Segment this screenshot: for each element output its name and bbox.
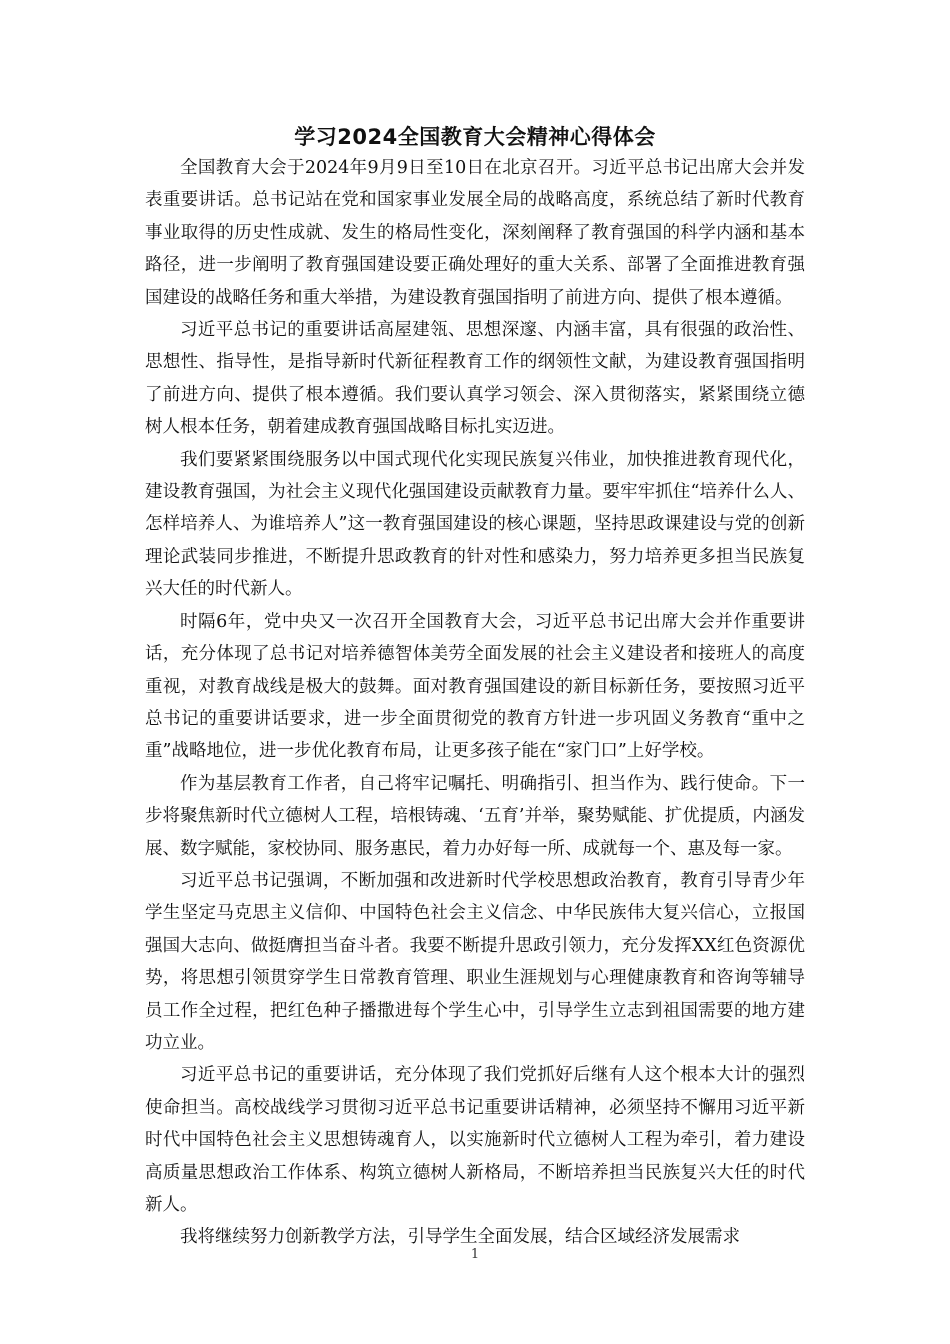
paragraph-1: 全国教育大会于2024年9月9日至10日在北京召开。习近平总书记出席大会并发表重要讲话。总书记站在党和国家事业发展全局的战略高度，系统总结了新时代教育事业取得的历史性成就、发生的格局性变化，深刻阐释了教育强国的科学内涵和基本路径，进一步阐明了教育强国建设要正确处理好的重大关系、部署了全面推进教育强国建设的战略任务和重大举措，为建设教育强国指明了前进方向、提供了根本遵循。 [145,158,805,308]
paragraph-5: 作为基层教育工作者，自己将牢记嘱托、明确指引、担当作为、践行使命。下一步将聚焦新时代立德树人工程，培根铸魂、‘五育’并举，聚势赋能、扩优提质，内涵发展、数字赋能，家校协同、服务惠民，着力办好每一所、成就每一个、惠及每一家。 [145,773,805,859]
paragraph-3: 我们要紧紧围绕服务以中国式现代化实现民族复兴伟业，加快推进教育现代化，建设教育强国，为社会主义现代化强国建设贡献教育力量。要牢牢抓住“培养什么人、怎样培养人、为谁培养人”这一教育强国建设的核心课题，坚持思政课建设与党的创新理论武装同步推进，不断提升思政教育的针对性和感染力，努力培养更多担当民族复兴大任的时代新人。 [145,449,805,600]
paragraph-8: 我将继续努力创新教学方法，引导学生全面发展，结合区域经济发展需求 [180,1227,740,1248]
paragraph-7: 习近平总书记的重要讲话，充分体现了我们党抓好后继有人这个根本大计的强烈使命担当。高校战线学习贯彻习近平总书记重要讲话精神，必须坚持不懈用习近平新时代中国特色社会主义思想铸魂育人，以实施新时代立德树人工程为牵引，着力建设高质量思想政治工作体系、构筑立德树人新格局，不断培养担当民族复兴大任的时代新人。 [145,1065,805,1215]
document-title: 学习2024全国教育大会精神心得体会 [294,125,656,149]
paragraph-4: 时隔6年，党中央又一次召开全国教育大会，习近平总书记出席大会并作重要讲话，充分体现了总书记对培养德智体美劳全面发展的社会主义建设者和接班人的高度重视，对教育战线是极大的鼓舞。面对教育强国建设的新目标新任务，要按照习近平总书记的重要讲话要求，进一步全面贯彻党的教育方针进一步巩固义务教育“重中之重”战略地位，进一步优化教育布局，让更多孩子能在“家门口”上好学校。 [145,611,805,762]
document-body [145,152,805,1254]
paragraph-6: 习近平总书记强调，不断加强和改进新时代学校思想政治教育，教育引导青少年学生坚定马克思主义信仰、中国特色社会主义信念、中华民族伟大复兴信心，立报国强国大志向、做挺膺担当奋斗者。我要不断提升思政引领力，充分发挥XX红色资源优势，将思想引领贯穿学生日常教育管理、职业生涯规划与心理健康教育和咨询等辅导员工作全过程，把红色种子播撒进每个学生心中，引导学生立志到祖国需要的地方建功立业。 [145,870,805,1053]
page-number: 1 [470,1247,480,1262]
paragraph-2: 习近平总书记的重要讲话高屋建瓴、思想深邃、内涵丰富，具有很强的政治性、思想性、指导性，是指导新时代新征程教育工作的纲领性文献，为建设教育强国指明了前进方向、提供了根本遵循。我们要认真学习领会、深入贯彻落实，紧紧围绕立德树人根本任务，朝着建成教育强国战略目标扎实迈进。 [145,320,805,438]
